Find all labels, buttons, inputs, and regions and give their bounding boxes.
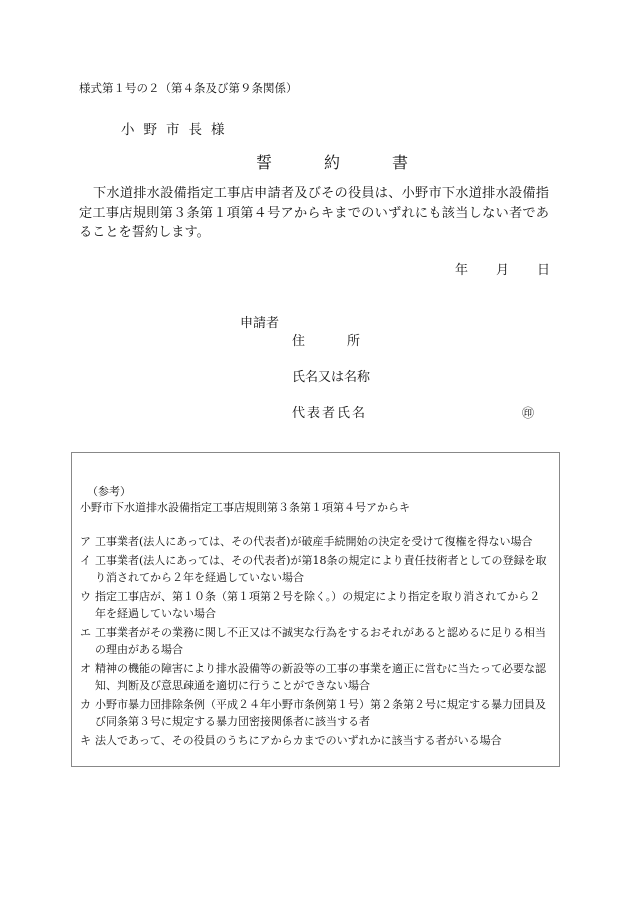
list-item <box>80 552 550 587</box>
list-item <box>80 732 550 750</box>
list-item <box>80 696 550 731</box>
item-marker: キ <box>80 733 91 747</box>
item-text: 精神の機能の障害により排水設備等の新設等の工事の事業を適正に営むに当たって必要な認知、判断及び意思疎通を適切に行うことができない場合 <box>95 661 546 692</box>
reference-box <box>71 452 560 767</box>
seal-mark: ㊞ <box>522 406 535 420</box>
list-item <box>80 660 550 695</box>
item-marker: イ <box>80 553 91 567</box>
title-char: 書 <box>392 153 409 172</box>
item-marker: カ <box>80 697 91 711</box>
pledge-body: 下水道排水設備指定工事店申請者及びその役員は、小野市下水道排水設備指定工事店規則第３条第１項第４号アからキまでのいずれにも該当しない者であることを誓約します。 <box>79 186 549 240</box>
reference-list <box>80 533 550 750</box>
item-text: 指定工事店が、第１０条（第１項第２号を除く。）の規定により指定を取り消されてから２年を経過していない場合 <box>95 589 541 620</box>
name-label: 氏名又は名称 <box>292 370 371 385</box>
item-marker: エ <box>80 625 91 639</box>
reference-heading: （参考） <box>87 485 131 498</box>
item-marker: ア <box>80 535 91 548</box>
page-title <box>256 150 408 173</box>
date-line <box>455 259 550 278</box>
item-text: 小野市暴力団排除条例（平成２４年小野市条例第１号）第２条第２号に規定する暴力団員及び同条第３号に規定する暴力団密接関係者に該当する者 <box>95 697 546 728</box>
list-item <box>80 533 550 551</box>
item-text: 工事業者(法人にあっては、その代表者)が破産手続開始の決定を受けて復権を得ない場合 <box>95 535 533 548</box>
item-marker: ウ <box>80 589 91 603</box>
title-char: 誓 <box>256 153 273 172</box>
date-month: 月 <box>496 263 510 278</box>
list-item <box>80 624 550 659</box>
date-day: 日 <box>537 263 551 278</box>
form-number: 様式第１号の２（第４条及び第９条関係） <box>79 81 298 95</box>
address-label <box>292 330 360 349</box>
list-item <box>80 588 550 623</box>
applicant-label: 申請者 <box>240 316 280 331</box>
address-label-char: 住 <box>292 334 306 349</box>
date-year: 年 <box>455 263 469 278</box>
reference-subtitle: 小野市下水道排水設備指定工事店規則第３条第１項第４号アからキ <box>80 501 410 514</box>
addressee: 小野市長様 <box>121 122 234 138</box>
representative-label: 代表者氏名 <box>292 406 368 421</box>
title-char: 約 <box>324 153 341 172</box>
item-marker: オ <box>80 661 91 675</box>
item-text: 法人であって、その役員のうちにアからカまでのいずれかに該当する者がいる場合 <box>95 733 502 747</box>
address-label-char: 所 <box>347 334 361 349</box>
item-text: 工事業者(法人にあっては、その代表者)が第18条の規定により責任技術者としての登録を取り消されてから２年を経過していない場合 <box>95 553 547 584</box>
item-text: 工事業者がその業務に関し不正又は不誠実な行為をするおそれがあると認めるに足りる相当の理由がある場合 <box>95 625 546 656</box>
